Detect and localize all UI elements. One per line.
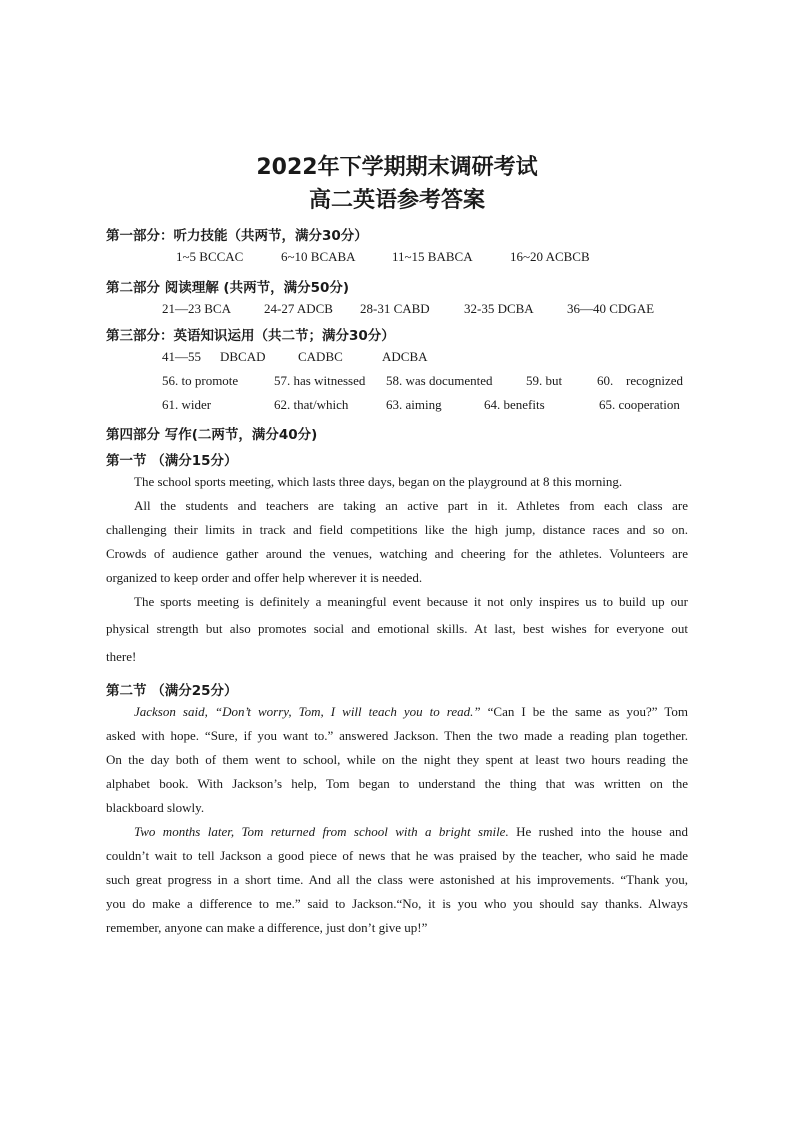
answer-group: 32-35 DCBA — [464, 301, 534, 316]
part3-row3 — [0, 397, 794, 415]
story-line: such great progress in a short time. And all the class were astonished at his improvements. “Thank you, — [106, 872, 688, 887]
answer-item: 57. has witnessed — [274, 373, 366, 388]
story-line: blackboard slowly. — [106, 800, 205, 815]
story-line: alphabet book. With Jackson’s help, Tom began to understand the thing that was written on the — [106, 776, 688, 791]
story-line: remember, anyone can make a difference, just don’t give up!” — [106, 920, 428, 935]
story-line: asked with hope. “Sure, if you want to.” answered Jackson. Then the two made a reading plan together. — [106, 728, 688, 743]
part2-answers — [0, 301, 794, 319]
answer-item: 63. aiming — [386, 397, 442, 412]
answer-item: 60. — [597, 373, 614, 388]
part4-heading: 第四部分 写作(二两节，满分40分) — [106, 427, 318, 443]
answer-item: 64. benefits — [484, 397, 545, 412]
answer-group: DBCAD — [220, 349, 266, 364]
essay-line: The school sports meeting, which lasts three days, began on the playground at 8 this morning. — [134, 474, 623, 489]
essay-line: challenging their limits in track and field competitions like the high jump, distance races and so on. — [106, 522, 688, 537]
story-line — [134, 824, 688, 840]
answer-group: ADCBA — [382, 349, 428, 364]
story-given-sentence: Jackson said, “Don’t worry, Tom, I will teach you to read.” — [134, 704, 481, 719]
page-title: 2022年下学期期末调研考试 — [256, 155, 538, 180]
story-line: On the day both of them went to school, while on the night they spent at least two hours reading the — [106, 752, 688, 767]
story-line: couldn’t wait to tell Jackson a good piece of news that he was praised by the teacher, who said he made — [106, 848, 688, 863]
part1-answers — [0, 249, 794, 267]
answer-group: 6~10 BCABA — [281, 249, 356, 264]
essay-line: there! — [106, 649, 137, 664]
part3-row2 — [0, 373, 794, 391]
answer-group: 16~20 ACBCB — [510, 249, 590, 264]
answer-item: 62. that/which — [274, 397, 349, 412]
answer-group: 28-31 CABD — [360, 301, 430, 316]
answer-item: 58. was documented — [386, 373, 493, 388]
answer-item: 59. but — [526, 373, 563, 388]
answer-group: 41—55 — [162, 349, 201, 364]
story-text: “Can I be the same as you?” Tom — [480, 704, 689, 719]
story-line — [134, 704, 688, 720]
story-given-sentence: Two months later, Tom returned from school with a bright smile. — [134, 824, 509, 839]
section2-heading: 第二节 （满分25分） — [106, 683, 238, 699]
answer-group: 36—40 CDGAE — [567, 301, 655, 316]
essay-line: physical strength but also promotes social and emotional skills. At last, best wishes for everyone out — [106, 621, 688, 636]
answer-group: 24-27 ADCB — [264, 301, 333, 316]
answer-item: 56. to promote — [162, 373, 239, 388]
answer-group: 1~5 BCCAC — [176, 249, 244, 264]
answer-item: 61. wider — [162, 397, 212, 412]
essay-line: organized to keep order and offer help wherever it is needed. — [106, 570, 423, 585]
answer-group: CADBC — [298, 349, 343, 364]
part1-heading: 第一部分：听力技能（共两节，满分30分） — [106, 228, 368, 244]
page-subtitle: 高二英语参考答案 — [308, 188, 485, 213]
answer-item: 65. cooperation — [599, 397, 680, 412]
essay-line: The sports meeting is definitely a meaningful event because it not only inspires us to build up our — [134, 594, 688, 609]
part2-heading: 第二部分 阅读理解 (共两节，满分50分) — [106, 280, 350, 296]
essay-line: All the students and teachers are taking an active part in it. Athletes from each class are — [134, 498, 688, 513]
answer-item: recognized — [626, 373, 684, 388]
part3-heading: 第三部分：英语知识运用（共二节；满分30分） — [106, 328, 395, 344]
part3-row1 — [0, 349, 794, 367]
story-text: He rushed into the house and — [508, 824, 688, 839]
answer-group: 21—23 BCA — [162, 301, 231, 316]
story-line: you do make a difference to me.” said to Jackson.“No, it is you who you should say thanks. Always — [106, 896, 688, 911]
answer-group: 11~15 BABCA — [392, 249, 473, 264]
section1-heading: 第一节 （满分15分） — [106, 453, 238, 469]
essay-line: Crowds of audience gather around the venues, watching and cheering for the athletes. Volunteers are — [106, 546, 688, 561]
